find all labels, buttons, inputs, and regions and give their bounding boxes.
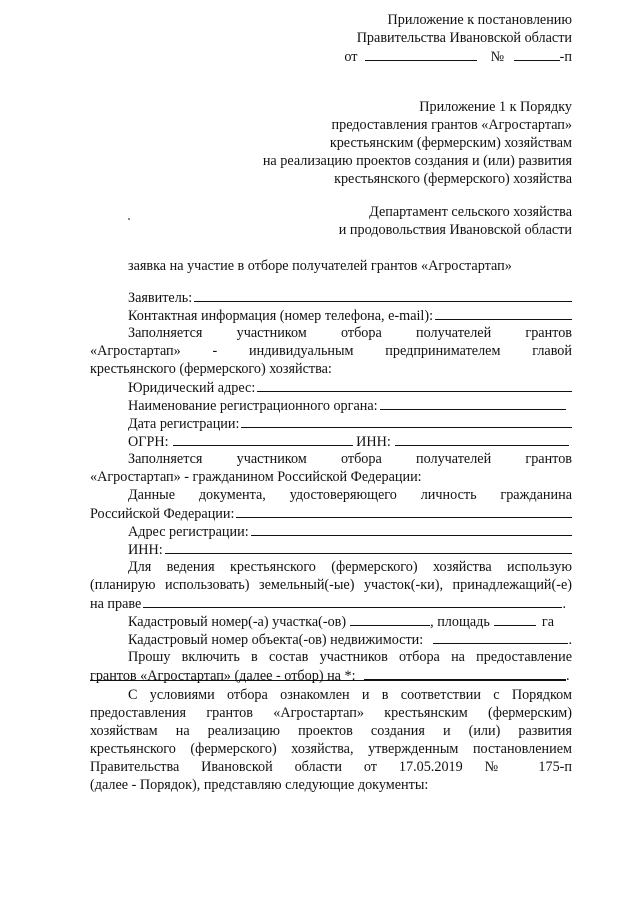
request-line-1: Прошу включить в состав участников отбора на предоставление bbox=[128, 649, 572, 665]
cadastral-object-row: Кадастровый номер объекта(-ов) недвижимости: . bbox=[128, 632, 572, 648]
terms-line-3: хозяйствам на реализацию проектов создания и (или) развития bbox=[90, 723, 572, 739]
reg-authority-blank bbox=[380, 397, 566, 410]
cadastral-plot-blank bbox=[350, 613, 430, 626]
request-end-dot: . bbox=[566, 668, 570, 684]
addressee-line-2: и продовольствия Ивановской области bbox=[338, 222, 572, 238]
land-line-2: (планирую использовать) земельный(-ые) участок(-ки), принадлежащий(-е) bbox=[90, 577, 572, 593]
area-blank bbox=[494, 613, 536, 626]
citizen-intro-line-2: «Агростартап» - гражданином Российской Федерации: bbox=[90, 469, 422, 485]
contact-label: Контактная информация (номер телефона, e-mail): bbox=[128, 308, 434, 324]
date-number-line bbox=[344, 48, 572, 66]
reg-authority-label: Наименование регистрационного органа: bbox=[128, 398, 378, 414]
order-appendix-line-3: крестьянским (фермерским) хозяйствам bbox=[329, 135, 572, 151]
legal-address-label: Юридический адрес: bbox=[128, 380, 256, 396]
reg-authority-row bbox=[128, 397, 566, 415]
order-appendix-line-4: на реализацию проектов создания и (или) развития bbox=[262, 153, 572, 169]
applicant-row bbox=[128, 289, 572, 307]
terms-line-6: (далее - Порядок), представляю следующие документы: bbox=[90, 777, 429, 793]
reg-date-label: Дата регистрации: bbox=[128, 416, 240, 432]
appendix-line-2: Правительства Ивановской области bbox=[356, 30, 572, 46]
land-right-blank bbox=[143, 595, 562, 608]
cadastral-plot-label: Кадастровый номер(-а) участка(-ов) bbox=[128, 614, 347, 630]
reg-address-blank bbox=[251, 523, 572, 536]
inn-blank bbox=[395, 433, 569, 446]
number-blank bbox=[514, 48, 560, 61]
cadastral-plot-row bbox=[128, 613, 554, 631]
ip-intro-line-1: Заполняется участником отбора получателей грантов bbox=[128, 325, 572, 341]
id-doc-label: Российской Федерации: bbox=[90, 506, 235, 522]
number-label: № bbox=[490, 49, 505, 65]
scan-dot bbox=[128, 218, 130, 220]
legal-address-row bbox=[128, 379, 572, 397]
terms-line-2: предоставления грантов «Агростартап» крестьянским (фермерским) bbox=[90, 705, 572, 721]
request-blank-2 bbox=[90, 680, 566, 681]
area-unit: га bbox=[541, 614, 554, 630]
ip-intro-line-2: «Агростартап» - индивидуальным предпринимателем главой bbox=[90, 343, 572, 359]
ip-intro-line-3: крестьянского (фермерского) хозяйства: bbox=[90, 361, 332, 377]
inn2-blank bbox=[165, 541, 572, 554]
id-doc-line-1: Данные документа, удостоверяющего личность гражданина bbox=[128, 487, 572, 503]
terms-line-5: Правительства Ивановской области от 17.05.2019 № 175-п bbox=[90, 759, 572, 775]
applicant-blank bbox=[194, 289, 572, 302]
form-title: заявка на участие в отборе получателей грантов «Агростартап» bbox=[128, 258, 512, 274]
terms-line-4: крестьянского (фермерского) хозяйства, утвержденным постановлением bbox=[90, 741, 572, 757]
appendix-line-1: Приложение к постановлению bbox=[387, 12, 572, 28]
number-suffix: -п bbox=[559, 49, 572, 65]
cadastral-object-blank bbox=[433, 631, 568, 644]
contact-blank bbox=[435, 307, 572, 320]
inn2-label: ИНН: bbox=[128, 542, 163, 558]
id-doc-row bbox=[90, 505, 572, 523]
land-right-label: на праве bbox=[90, 596, 142, 612]
reg-address-row bbox=[128, 523, 572, 541]
ogrn-label: ОГРН: bbox=[128, 434, 169, 450]
reg-address-label: Адрес регистрации: bbox=[128, 524, 249, 540]
reg-date-blank bbox=[241, 415, 572, 428]
request-label: грантов «Агростартап» (далее - отбор) на *: bbox=[90, 668, 356, 684]
area-label: , площадь bbox=[430, 614, 490, 630]
inn-label: ИНН: bbox=[356, 434, 391, 450]
contact-row bbox=[128, 307, 572, 325]
legal-address-blank bbox=[257, 379, 572, 392]
land-line-1: Для ведения крестьянского (фермерского) хозяйства использую bbox=[128, 559, 572, 575]
land-right-row: на праве . bbox=[90, 596, 566, 612]
reg-date-row bbox=[128, 415, 572, 433]
order-appendix-line-2: предоставления грантов «Агростартап» bbox=[331, 117, 572, 133]
from-label: от bbox=[344, 49, 358, 65]
inn2-row bbox=[128, 541, 572, 559]
applicant-label: Заявитель: bbox=[128, 290, 193, 306]
citizen-intro-line-1: Заполняется участником отбора получателей грантов bbox=[128, 451, 572, 467]
addressee-line-1: Департамент сельского хозяйства bbox=[369, 204, 572, 220]
id-doc-blank bbox=[236, 505, 572, 518]
order-appendix-line-5: крестьянского (фермерского) хозяйства bbox=[334, 171, 572, 187]
terms-line-1: С условиями отбора ознакомлен и в соответствии с Порядком bbox=[128, 687, 572, 703]
request-blank bbox=[364, 667, 566, 680]
ogrn-inn-row bbox=[128, 433, 569, 451]
request-row bbox=[90, 667, 566, 685]
order-appendix-line-1: Приложение 1 к Порядку bbox=[419, 99, 572, 115]
ogrn-blank bbox=[173, 433, 353, 446]
date-blank bbox=[365, 48, 477, 61]
cadastral-object-label: Кадастровый номер объекта(-ов) недвижимости: bbox=[128, 632, 424, 648]
